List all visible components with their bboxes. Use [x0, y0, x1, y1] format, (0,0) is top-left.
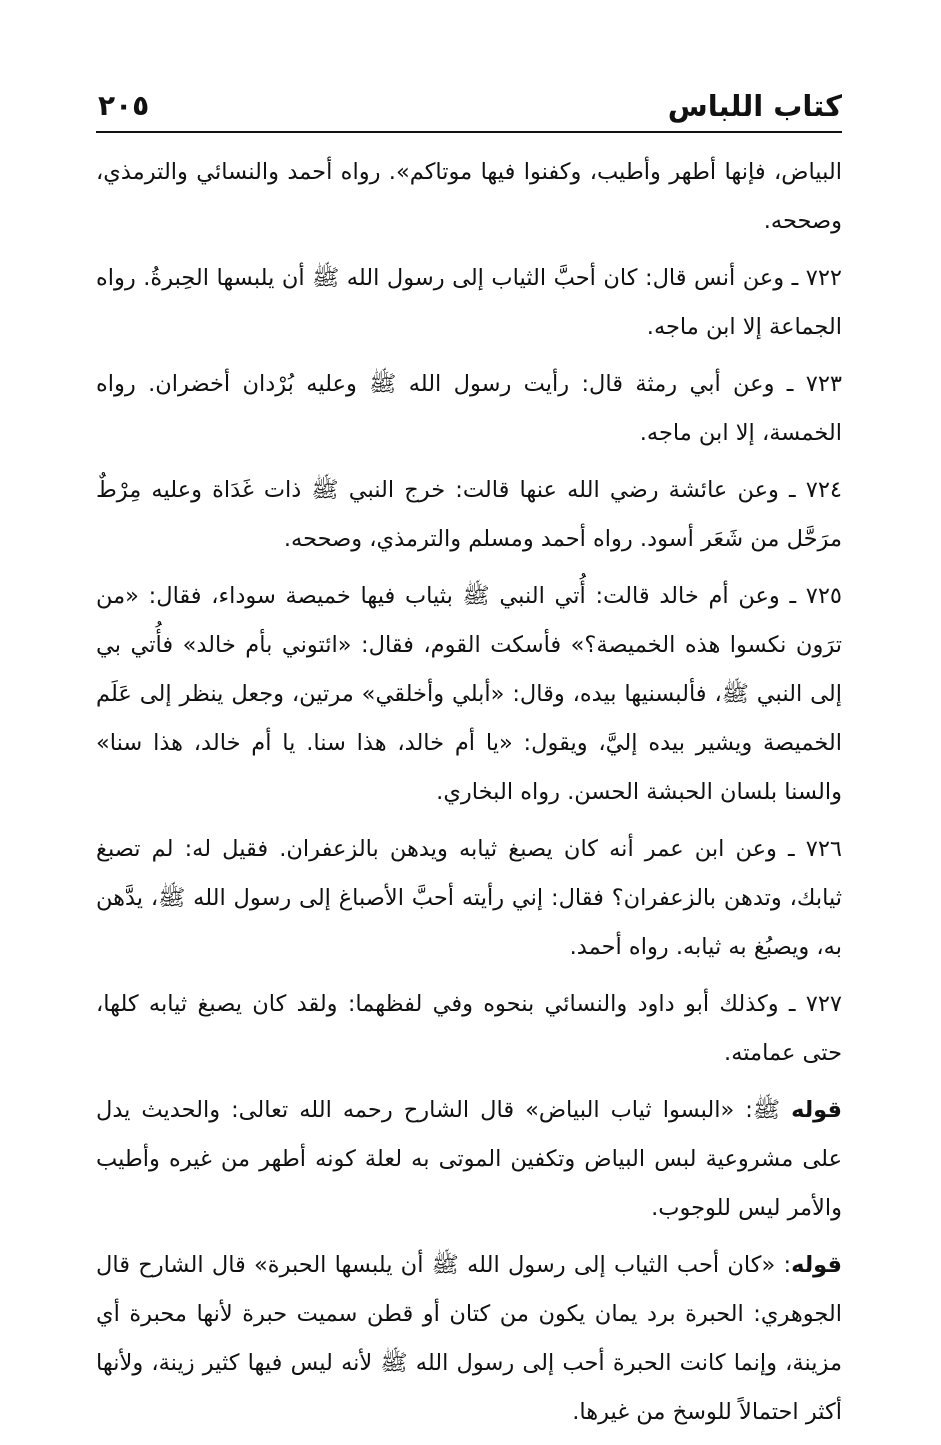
hadith-727: [96, 980, 842, 1078]
paragraph-text: ٧٢٣ ـ وعن أبي رمثة قال: رأيت رسول الله ﷺ وعليه بُرْدان أخضران. رواه الخمسة، إلا ابن ماجه.: [96, 371, 842, 446]
paragraph-text: ٧٢٢ ـ وعن أنس قال: كان أحبَّ الثياب إلى رسول الله ﷺ أن يلبسها الحِبرةُ. رواه الجماعة إلا ابن ماجه.: [96, 265, 842, 340]
paragraph-text: البياض، فإنها أطهر وأطيب، وكفنوا فيها موتاكم». رواه أحمد والنسائي والترمذي، وصححه.: [96, 159, 842, 234]
paragraph-text: ٧٢٤ ـ وعن عائشة رضي الله عنها قالت: خرج النبي ﷺ ذات غَدَاة وعليه مِرْطٌ مرَحَّل من شَعَر أسود. رواه أحمد ومسلم والترمذي، وصححه.: [96, 477, 842, 552]
paragraph-text: ٧٢٧ ـ وكذلك أبو داود والنسائي بنحوه وفي لفظهما: ولقد كان يصبغ ثيابه كلها، حتى عمامته.: [96, 991, 842, 1066]
page-header: [96, 82, 842, 130]
commentary-lead: قوله: [791, 1252, 842, 1278]
commentary-lead: قوله: [791, 1097, 842, 1123]
paragraph-text: ٧٢٥ ـ وعن أم خالد قالت: أُتي النبي ﷺ بثياب فيها خميصة سوداء، فقال: «من ترَون نكسوا هذه الخميصة؟» فأسكت القوم، فقال: «ائتوني بأم خالد» فأُتي بي إلى النبي ﷺ، فألبسنيها بيده، وقال: «أبلي وأخلقي» مرتين، وجعل ينظر إلى عَلَم الخميصة ويشير بيده إليَّ، ويقول: «يا أم خالد، هذا سنا. يا أم خالد، هذا سنا» والسنا بلسان الحبشة الحسن. رواه البخاري.: [96, 583, 842, 805]
paragraph-text: ﷺ: «البسوا ثياب البياض» قال الشارح رحمه الله تعالى: والحديث يدل على مشروعية لبس البياض وتكفين الموتى به لعلة كونه أطهر من غيره وأطيب والأمر ليس للوجوب.: [96, 1097, 842, 1221]
commentary-2: [96, 1241, 842, 1437]
page-number: ٢٠٥: [98, 89, 150, 122]
hadith-725: [96, 572, 842, 817]
hadith-726: [96, 825, 842, 972]
hadith-723: [96, 360, 842, 458]
commentary-1: [96, 1086, 842, 1233]
body-text: [96, 148, 842, 1445]
hadith-722: [96, 254, 842, 352]
paragraph-text: : «كان أحب الثياب إلى رسول الله ﷺ أن يلبسها الحبرة» قال الشارح قال الجوهري: الحبرة برد يمان يكون من كتان أو قطن سميت حبرة لأنها محبرة أي مزينة، وإنما كانت الحبرة أحب إلى رسول الله ﷺ لأنه ليس فيها كثير زينة، ولأنها أكثر احتمالاً للوسخ من غيرها.: [96, 1252, 842, 1425]
paragraph-continuation: [96, 148, 842, 246]
hadith-724: [96, 466, 842, 564]
header-divider: [96, 131, 842, 133]
paragraph-text: ٧٢٦ ـ وعن ابن عمر أنه كان يصبغ ثيابه ويدهن بالزعفران. فقيل له: لم تصبغ ثيابك، وتدهن بالزعفران؟ فقال: إني رأيته أحبَّ الأصباغ إلى رسول الله ﷺ، يدَّهن به، ويصبُغ به ثيابه. رواه أحمد.: [96, 836, 842, 960]
chapter-title: كتاب اللباس: [667, 89, 842, 123]
